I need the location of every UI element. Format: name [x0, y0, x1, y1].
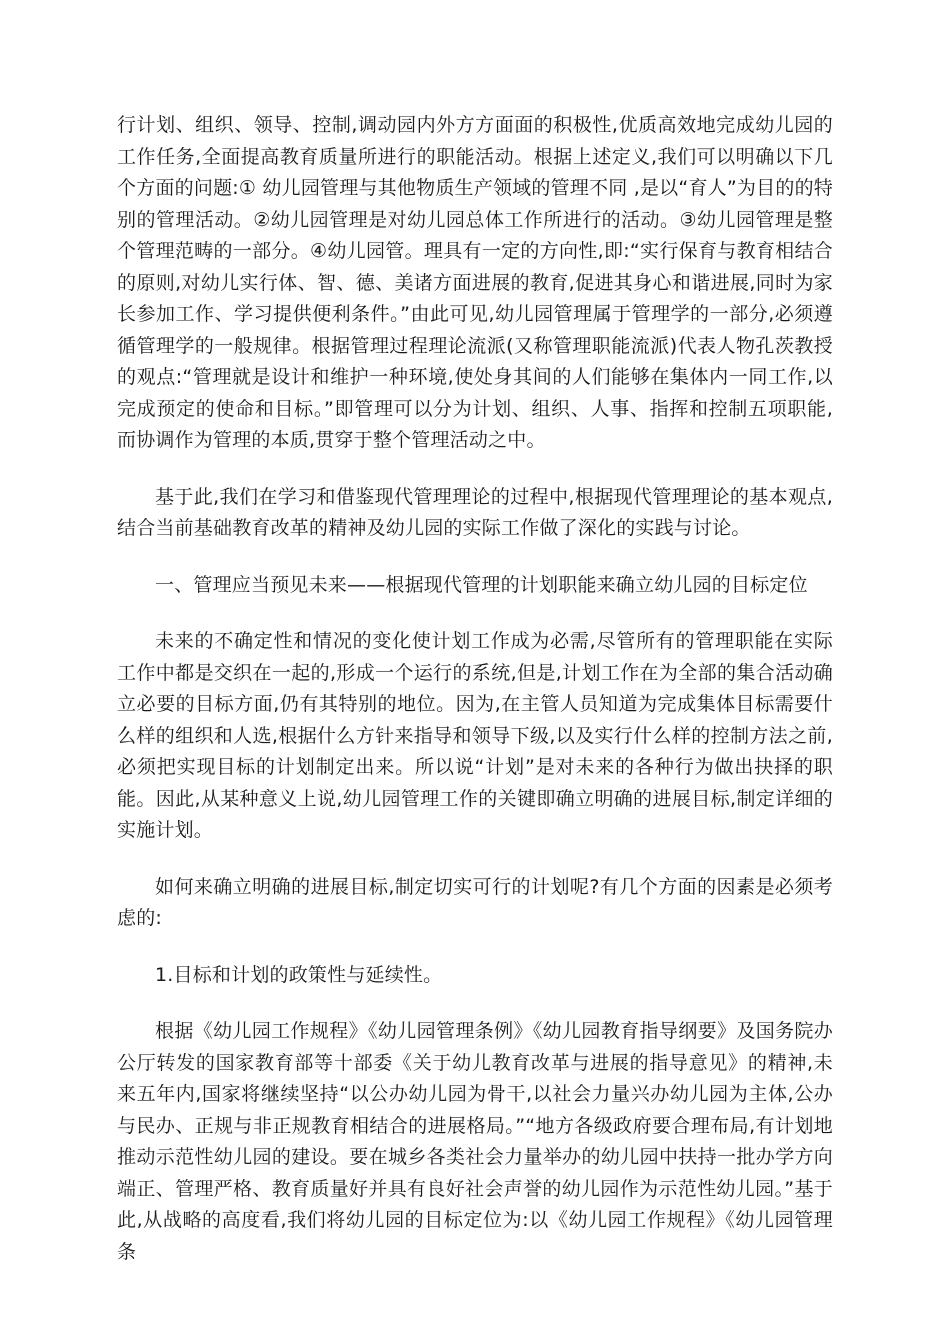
paragraph-regulations: 根据《幼儿园工作规程》《幼儿园管理条例》《幼儿园教育指导纲要》及国务院办公厅转发的国家教育部等十部委《关于幼儿教育改革与进展的指导意见》的精神,未来五年内,国家将继续坚持“以公办幼儿园为骨干,以社会力量兴办幼儿园为主体,公办与民办、正规与非正规教育相结合的进展格局。”“地方各级政府要合理布局,有计划地推动示范性幼儿园的建设。要在城乡各类社会力量举办的幼儿园中扶持一批办学方向端正、管理严格、教育质量好并具有良好社会声誉的幼儿园作为示范性幼儿园。”基于此,从战略的高度看,我们将幼儿园的目标定位为:以《幼儿园工作规程》《幼儿园管理条 — [117, 1020, 833, 1263]
paragraph-based-on-this: 基于此,我们在学习和借鉴现代管理理论的过程中,根据现代管理理论的基本观点,结合当前基础教育改革的精神及幼儿园的实际工作做了深化的实践与讨论。 — [117, 485, 833, 539]
subheading-policy-continuity: 1.目标和计划的政策性与延续性。 — [155, 963, 443, 986]
paragraph-planning-function: 未来的不确定性和情况的变化使计划工作成为必需,尽管所有的管理职能在实际工作中都是交织在一起的,形成一个运行的系统,但是,计划工作在为全部的集合活动确立必要的目标方面,仍有其特别的地位。因为,在主管人员知道为完成集体目标需要什么样的组织和人选,根据什么方针来指导和领导下级,以及实行什么样的控制方法之前,必须把实现目标的计划制定出来。所以说“计划”是对未来的各种行为做出抉择的职能。因此,从某种意义上说,幼儿园管理工作的关键即确立明确的进展目标,制定详细的实施计划。 — [117, 630, 833, 841]
paragraph-definition: 行计划、组织、领导、控制,调动园内外方方面面的积极性,优质高效地完成幼儿园的工作任务,全面提高教育质量所进行的职能活动。根据上述定义,我们可以明确以下几个方面的问题:① 幼儿园管理与其他物质生产领域的管理不同 ,是以“育人”为目的的特别的管理活动。②幼儿园管理是对幼儿园总体工作所进行的活动。③幼儿园管理是整个管理范畴的一部分。④幼儿园管。理具有一定的方向性,即:“实行保育与教育相结合的原则,对幼儿实行体、智、德、美诸方面进展的教育,促进其身心和谐进展,同时为家长参加工作、学习提供便利条件。”由此可见,幼儿园管理属于管理学的一部分,必须遵循管理学的一般规律。根据管理过程理论流派(又称管理职能流派)代表人物孔茨教授的观点:“管理就是设计和维护一种环境,使处身其间的人们能够在集体内一同工作,以完成预定的使命和目标。”即管理可以分为计划、组织、人事、指挥和控制五项职能,而协调作为管理的本质,贯穿于整个管理活动之中。 — [117, 114, 833, 451]
paragraph-how-to-set-goals: 如何来确立明确的进展目标,制定切实可行的计划呢?有几个方面的因素是必须考虑的: — [117, 875, 833, 929]
section-heading-planning: 一、管理应当预见未来——根据现代管理的计划职能来确立幼儿园的目标定位 — [155, 573, 808, 596]
document-page — [117, 110, 833, 1293]
